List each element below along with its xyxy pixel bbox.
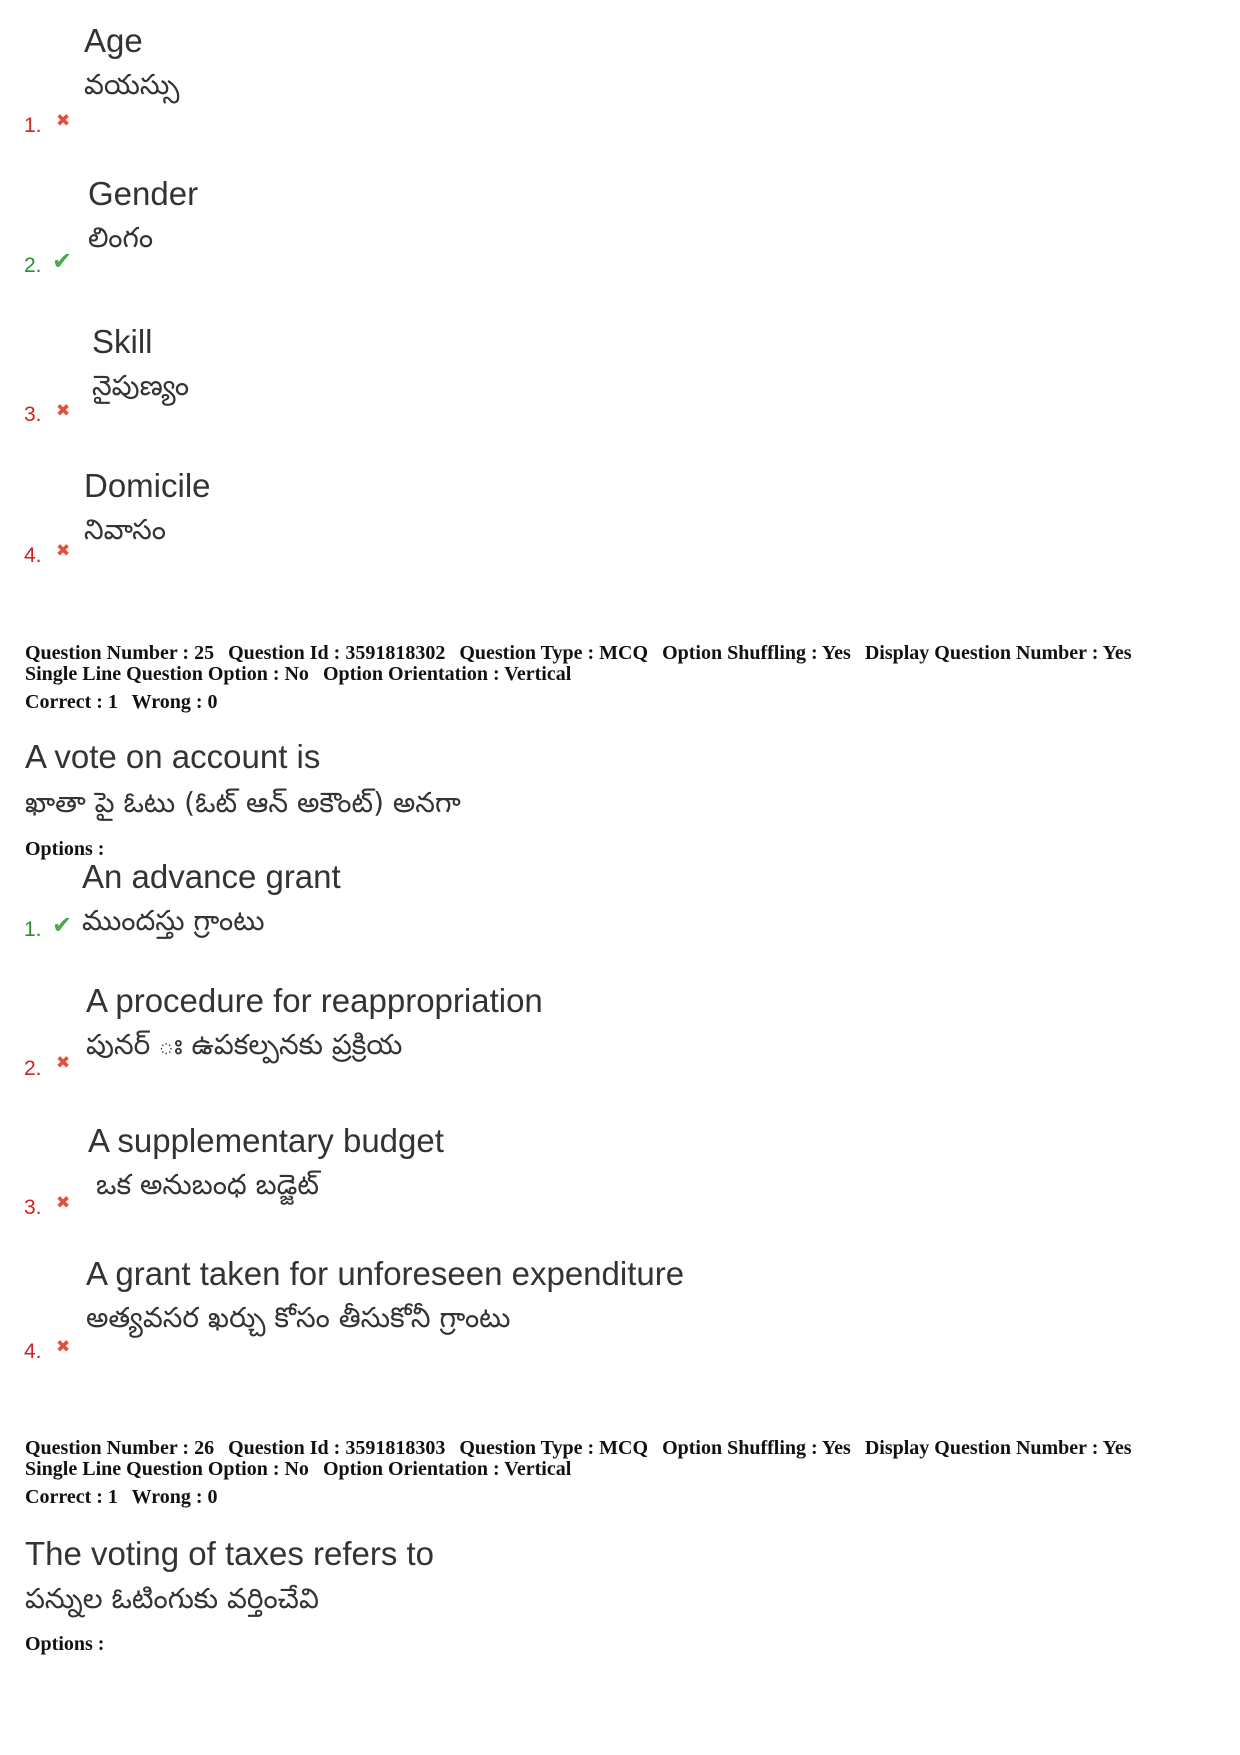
q25-meta-line-1 [25, 642, 1141, 664]
q24-option-2-text-te: లింగం [88, 221, 154, 254]
question-number: Question Number : 26 [25, 1437, 215, 1459]
q24-option-2-text-en: Gender [88, 175, 199, 212]
q25-option-1-number: 1. [24, 918, 42, 941]
wrong-marks: Wrong : 0 [131, 691, 218, 713]
q25-option-3-number: 3. [24, 1196, 42, 1219]
q26-meta-line-1 [25, 1437, 1141, 1459]
q25-question-text-te: ఖాతా పై ఓటు (ఓట్ ఆన్ అకౌంట్) అనగా [25, 786, 461, 819]
correct-marks: Correct : 1 [25, 691, 118, 713]
q25-meta-line-2 [25, 663, 580, 685]
cross-icon: ✖ [56, 1337, 71, 1357]
q25-option-1-text-en: An advance grant [82, 858, 341, 895]
q25-option-1-text-te: ముందస్తు గ్రాంటు [82, 904, 265, 937]
q26-options-label: Options : [25, 1633, 105, 1655]
q24-option-3-text-en: Skill [92, 323, 153, 360]
q26-question-text-en: The voting of taxes refers to [25, 1535, 435, 1572]
q25-option-3-text-te: ఒక అనుబంధ బడ్జెట్ [96, 1168, 319, 1201]
q25-option-4-number: 4. [24, 1340, 42, 1363]
question-type: Question Type : MCQ [459, 642, 649, 664]
q25-option-2-text-te: పునర్ ః ఉపకల్పనకు ప్రక్రియ [86, 1028, 403, 1061]
cross-icon: ✖ [56, 1193, 71, 1213]
q26-marks [25, 1486, 227, 1508]
q24-option-2-number: 2. [24, 254, 42, 277]
q25-option-2-text-en: A procedure for reappropriation [86, 982, 543, 1019]
question-type: Question Type : MCQ [459, 1437, 649, 1459]
cross-icon: ✖ [56, 1053, 71, 1073]
q25-option-4-text-te: అత్యవసర ఖర్చు కోసం తీసుకోనీ గ్రాంటు [86, 1301, 511, 1334]
q24-option-1-number: 1. [24, 114, 42, 137]
display-question-number: Display Question Number : Yes [864, 1437, 1132, 1459]
question-id: Question Id : 3591818302 [228, 642, 446, 664]
check-icon: ✔ [52, 247, 73, 275]
q24-option-4-number: 4. [24, 544, 42, 567]
option-orientation: Option Orientation : Vertical [322, 1458, 572, 1480]
option-orientation: Option Orientation : Vertical [322, 663, 572, 685]
option-shuffling: Option Shuffling : Yes [662, 642, 851, 664]
single-line-question-option: Single Line Question Option : No [25, 663, 309, 685]
q25-question-text-en: A vote on account is [25, 738, 321, 775]
question-number: Question Number : 25 [25, 642, 215, 664]
q26-meta-line-2 [25, 1458, 580, 1480]
q25-options-label: Options : [25, 838, 105, 860]
question-id: Question Id : 3591818303 [228, 1437, 446, 1459]
q25-option-3-text-en: A supplementary budget [88, 1122, 444, 1159]
q25-option-4-text-en: A grant taken for unforeseen expenditure [86, 1255, 685, 1292]
cross-icon: ✖ [56, 541, 71, 561]
q25-marks [25, 691, 227, 713]
correct-marks: Correct : 1 [25, 1486, 118, 1508]
q24-option-4-text-en: Domicile [84, 467, 211, 504]
q24-option-4-text-te: నివాసం [84, 513, 166, 546]
q24-option-1-text-te: వయస్సు [84, 68, 180, 101]
q26-question-text-te: పన్నుల ఓటింగుకు వర్తించేవి [25, 1582, 319, 1615]
option-shuffling: Option Shuffling : Yes [662, 1437, 851, 1459]
single-line-question-option: Single Line Question Option : No [25, 1458, 309, 1480]
cross-icon: ✖ [56, 401, 71, 421]
cross-icon: ✖ [56, 111, 71, 131]
q24-option-3-number: 3. [24, 403, 42, 426]
q24-option-1-text-en: Age [84, 22, 143, 59]
q25-option-2-number: 2. [24, 1057, 42, 1080]
display-question-number: Display Question Number : Yes [864, 642, 1132, 664]
q24-option-3-text-te: నైపుణ్యం [92, 369, 190, 402]
check-icon: ✔ [52, 911, 73, 939]
wrong-marks: Wrong : 0 [131, 1486, 218, 1508]
